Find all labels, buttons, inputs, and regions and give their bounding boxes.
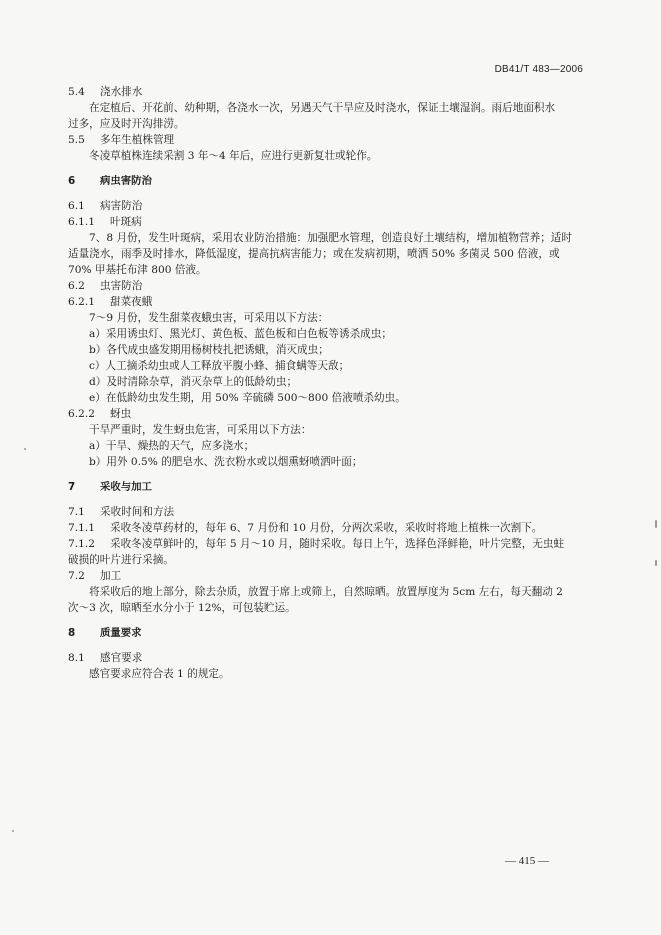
scan-speck: [655, 560, 657, 566]
scan-speck: [655, 520, 657, 528]
paragraph-line: 将采收后的地上部分，除去杂质，放置于席上或筛上，自然晾晒。放置厚度为 5cm 左右，每天翻动 2: [89, 586, 563, 598]
section-title: 蚜虫: [110, 408, 132, 420]
document-body: [68, 84, 584, 682]
section-number: 7.2: [68, 570, 85, 582]
section-7-1-1: [68, 520, 584, 536]
list-item: b）各代成虫盛发期用杨树枝扎把诱蛾，消灭成虫；: [89, 344, 329, 356]
chapter-6-heading: [68, 173, 584, 189]
section-title: 采收时间和方法: [100, 506, 175, 518]
scan-speck: [24, 448, 26, 450]
section-6-2-1-heading: [68, 294, 584, 310]
chapter-number: 7: [68, 481, 76, 493]
paragraph-line: 破损的叶片进行采摘。: [68, 554, 174, 566]
section-6-2-heading: [68, 278, 584, 294]
list-item: a）采用诱虫灯、黑光灯、黄色板、蓝色板和白色板等诱杀成虫；: [89, 328, 392, 340]
section-title: 病害防治: [100, 200, 143, 212]
chapter-number: 6: [68, 175, 76, 187]
paragraph-line: 干旱严重时，发生蚜虫危害，可采用以下方法：: [89, 424, 312, 436]
section-6-1-1-heading: [68, 214, 584, 230]
chapter-7-heading: [68, 479, 584, 495]
paragraph-line: 70% 甲基托布津 800 倍液。: [68, 264, 207, 276]
section-title: 虫害防治: [100, 280, 143, 292]
section-6-1-heading: [68, 198, 584, 214]
paragraph-line: 适量浇水，雨季及时排水，降低湿度，提高抗病害能力；或在发病初期，喷洒 50% 多菌灵 500 倍液，或: [68, 248, 560, 260]
paragraph-line: 7～9 月份，发生甜菜夜蛾虫害，可采用以下方法：: [89, 312, 329, 324]
section-number: 6.1: [68, 200, 85, 212]
chapter-title: 病虫害防治: [100, 175, 152, 187]
paragraph-line: 次～3 次，晾晒至水分小于 12%，可包装贮运。: [68, 602, 296, 614]
section-number: 6.1.1: [68, 216, 95, 228]
section-title: 甜菜夜蛾: [110, 296, 153, 308]
paragraph-text: 采收冬凌草鲜叶的，每年 5 月～10 月，随时采收。每日上午，选择色泽鲜艳，叶片完整，无虫蛀: [110, 538, 565, 550]
section-title: 加工: [100, 570, 122, 582]
chapter-8-heading: [68, 625, 584, 641]
section-number: 7.1.2: [68, 538, 95, 550]
list-item: a）干旱、燥热的天气，应多浇水；: [89, 440, 255, 452]
section-title: 叶斑病: [110, 216, 142, 228]
section-number: 8.1: [68, 652, 85, 664]
chapter-title: 质量要求: [100, 627, 142, 639]
paragraph-line: 感官要求应符合表 1 的规定。: [89, 668, 230, 680]
scan-speck: [12, 830, 14, 832]
section-5-5-heading: [68, 132, 584, 148]
paragraph-line: 过多，应及时开沟排涝。: [68, 118, 185, 130]
paragraph-line: 在定植后、开花前、幼种期，各浇水一次，另遇天气干旱应及时浇水，保证土壤湿润。雨后地面积水: [89, 102, 556, 114]
section-8-1-heading: [68, 650, 584, 666]
paragraph-line: 冬凌草植株连续采割 3 年～4 年后，应进行更新复壮或轮作。: [89, 150, 378, 162]
section-5-4-heading: [68, 84, 584, 100]
document-id: DB41/T 483—2006: [494, 64, 583, 75]
section-number: 7.1: [68, 506, 85, 518]
section-title: 浇水排水: [100, 86, 143, 98]
paragraph-line: 7、8 月份，发生叶斑病，采用农业防治措施：加强肥水管理，创造良好土壤结构，增加植物营养；适时: [89, 232, 572, 244]
list-item: e）在低龄幼虫发生期，用 50% 辛硫磷 500～800 倍液喷杀幼虫。: [89, 392, 406, 404]
section-number: 6.2.1: [68, 296, 95, 308]
section-7-1-2: [68, 536, 584, 552]
chapter-title: 采收与加工: [100, 481, 152, 493]
section-title: 多年生植株管理: [100, 134, 175, 146]
list-item: b）用外 0.5% 的肥皂水、洗衣粉水或以烟熏蚜喷洒叶面；: [89, 456, 363, 468]
section-number: 6.2: [68, 280, 85, 292]
section-title: 感官要求: [100, 652, 143, 664]
section-number: 5.4: [68, 86, 85, 98]
chapter-number: 8: [68, 627, 76, 639]
paragraph-text: 采收冬凌草药材的，每年 6、7 月份和 10 月份，分两次采收，采收时将地上植株一次割下。: [110, 522, 543, 534]
section-6-2-2-heading: [68, 406, 584, 422]
list-item: c）人工摘杀幼虫或人工释放平腹小蜂、捕食螨等天敌；: [89, 360, 350, 372]
section-number: 6.2.2: [68, 408, 95, 420]
section-number: 7.1.1: [68, 522, 95, 534]
list-item: d）及时清除杂草，消灭杂草上的低龄幼虫；: [89, 376, 298, 388]
section-number: 5.5: [68, 134, 85, 146]
section-7-2-heading: [68, 568, 584, 584]
section-7-1-heading: [68, 504, 584, 520]
page-number: — 415 —: [505, 855, 549, 867]
